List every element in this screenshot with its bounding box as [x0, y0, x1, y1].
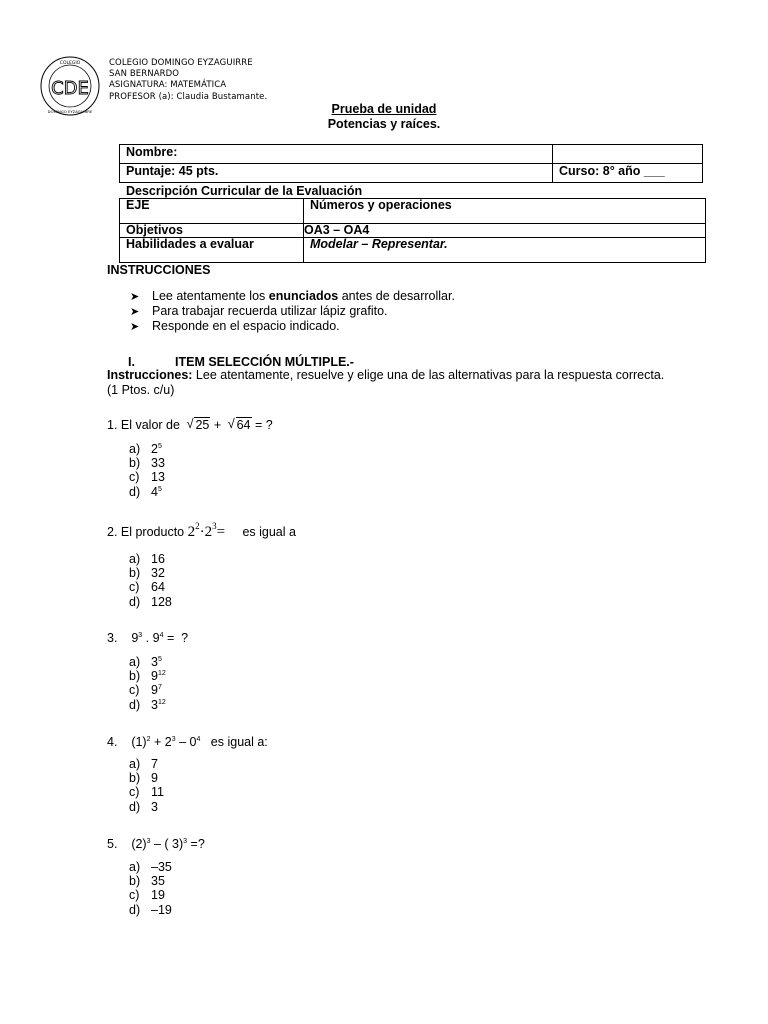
logo-letters: CDE [51, 78, 89, 99]
arrow-bullet-icon: ➤ [130, 291, 140, 303]
question-5: 5. $(2)^3$ – ( 3)$^3$ =? [107, 837, 205, 851]
option: d) $4^5$ [129, 484, 162, 499]
options-q2 [129, 552, 172, 609]
logo-text-top: COLEGIO [59, 61, 81, 66]
question-3: 3. $9^3$ . $9^4$ = ? [107, 631, 189, 645]
section-title: I. ITEM SELECCIÓN MÚLTIPLE.- [128, 355, 354, 369]
option: d) –19 [129, 902, 172, 917]
option: b) 35 [129, 874, 165, 889]
option: a) 7 [129, 757, 158, 771]
option: c) 13 [129, 470, 165, 485]
school-line: PROFESOR (a): Claudia Bustamante. [109, 91, 268, 102]
curriculum-value: Modelar – Representar. [304, 238, 706, 263]
option: b) 9 [129, 771, 158, 786]
options-q5 [129, 860, 172, 917]
score-field: Puntaje: 45 pts. [120, 164, 553, 183]
instructions-heading: INSTRUCCIONES [107, 263, 211, 277]
option: b) 33 [129, 456, 165, 471]
option: b) $9^{12}$ [129, 669, 166, 684]
list-item: ➤ Para trabajar recuerda utilizar lápiz grafito. [130, 304, 388, 319]
curriculum-value: Números y operaciones [304, 199, 706, 224]
options-q3 [129, 655, 166, 712]
option: c) 19 [129, 888, 165, 903]
school-line: SAN BERNARDO [109, 69, 180, 80]
sqrt-expression: √ 64 [227, 416, 251, 432]
option: a) $2^5$ [129, 442, 162, 456]
arrow-bullet-icon: ➤ [130, 306, 140, 319]
option: a) $3^5$ [129, 655, 162, 669]
school-info [109, 58, 267, 103]
test-title: Prueba de unidad [331, 102, 437, 116]
list-item: ➤ Lee atentamente los enunciados antes de desarrollar. [130, 289, 455, 303]
arrow-bullet-icon: ➤ [130, 321, 140, 334]
school-line: ASIGNATURA: MATEMÁTICA [109, 80, 227, 91]
instructions-list [130, 289, 455, 335]
curriculum-value: OA3 – OA4 [304, 224, 706, 238]
option: d) $3^{12}$ [129, 697, 166, 712]
option: c) $9^7$ [129, 683, 162, 698]
curriculum-label: EJE [120, 199, 304, 224]
question-4: 4. $(1)^2 + 2^3 - 0^4$ es igual a: [107, 735, 268, 749]
option: d) 128 [129, 594, 172, 609]
name-extra-cell [553, 145, 703, 164]
curriculum-label: Habilidades a evaluar [120, 238, 304, 263]
option: a) 16 [129, 552, 165, 566]
option: b) 32 [129, 566, 165, 581]
curriculum-table [119, 198, 706, 263]
option: a) –35 [129, 860, 172, 874]
option: c) 64 [129, 580, 165, 595]
student-info-table [119, 144, 703, 183]
question-2: 2. El producto $2^2\cdot 2^3=$ es igual a [107, 521, 296, 540]
grade-field: Curso: 8° año ___ [553, 164, 703, 183]
test-subtitle: Potencias y raíces. [327, 117, 441, 131]
list-item: ➤ Responde en el espacio indicado. [130, 319, 340, 334]
school-line: COLEGIO DOMINGO EYZAGUIRRE [109, 58, 253, 68]
name-field: Nombre: [120, 145, 553, 164]
options-q1 [129, 442, 165, 499]
sqrt-expression: √ 25 [186, 416, 210, 432]
option: c) 11 [129, 785, 164, 800]
section-instructions: Instrucciones: Lee atentamente, resuelve y elige una de las alternativas para la respuesta correcta. (1 Ptos. c/u) [107, 368, 665, 397]
product-expression: $2^2\cdot 2^3=$ [187, 521, 226, 540]
question-1: 1. El valor de √ 25 + √ 64 = ? [107, 416, 273, 432]
curriculum-heading: Descripción Curricular de la Evaluación [126, 184, 363, 198]
options-q4 [129, 757, 164, 814]
option: d) 3 [129, 799, 158, 814]
curriculum-label: Objetivos [120, 224, 304, 238]
logo-text-bottom: DOMINGO EYZAGUIRRE [47, 109, 93, 114]
